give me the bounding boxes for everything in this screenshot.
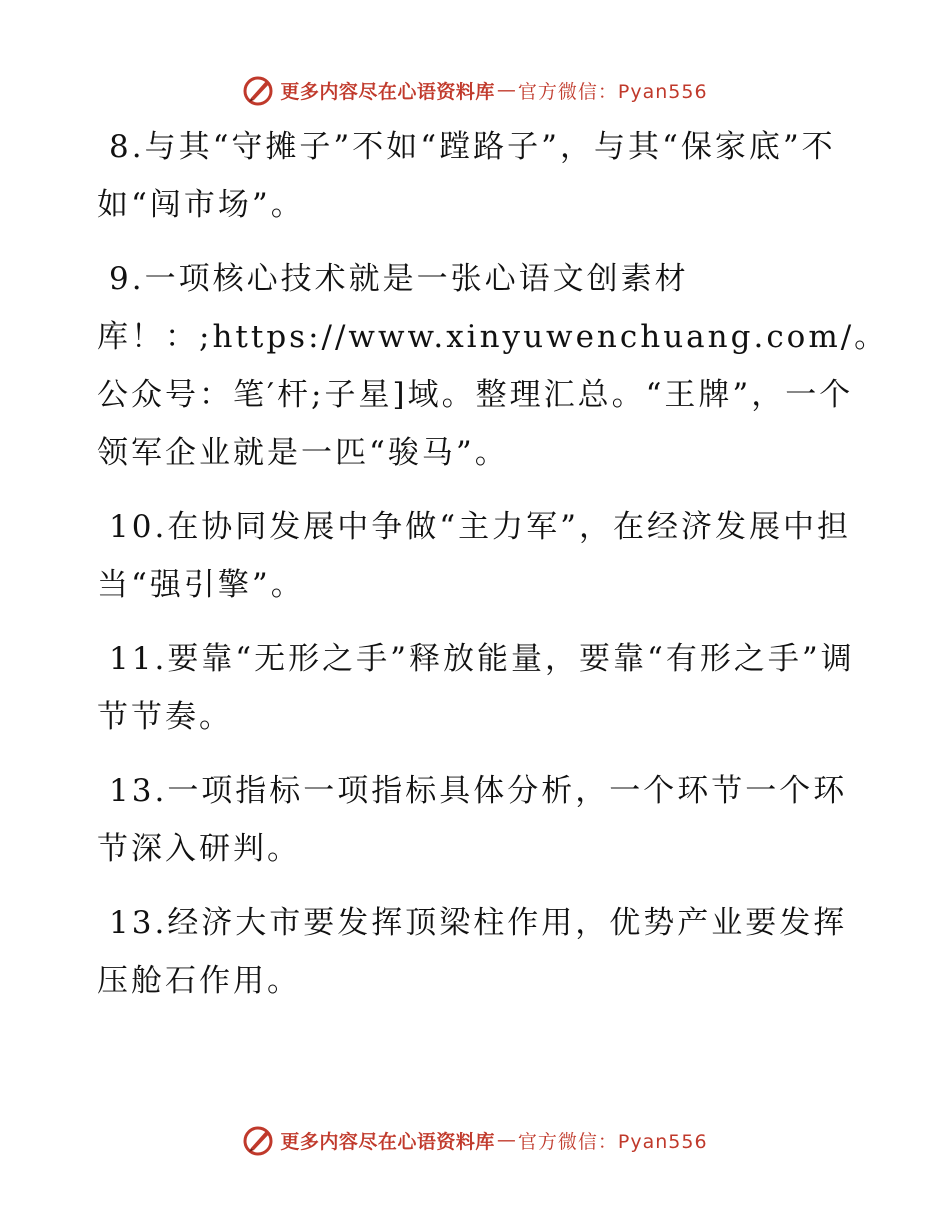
- paragraph-number: 9.: [109, 261, 145, 297]
- footer-separator: —: [496, 1129, 516, 1151]
- header-separator: —: [496, 79, 516, 101]
- paragraph-text: 在协同发展中争做“主力军”，在经济发展中担当“强引擎”。: [97, 509, 852, 603]
- paragraph-13a: [97, 762, 857, 878]
- document-body: [97, 118, 889, 1026]
- paragraph-text: 与其“守摊子”不如“蹚路子”，与其“保家底”不如“闯市场”。: [97, 129, 836, 223]
- pen-circle-logo-icon: [242, 73, 276, 107]
- paragraph-number: 13.: [109, 905, 168, 941]
- header-banner: [0, 70, 950, 110]
- paragraph-number: 8.: [109, 129, 145, 165]
- paragraph-11: [97, 630, 857, 746]
- paragraph-number: 13.: [109, 773, 168, 809]
- paragraph-text: 要靠“无形之手”释放能量，要靠“有形之手”调节节奏。: [97, 641, 855, 735]
- header-banner-text: 更多内容尽在心语资料库: [280, 80, 495, 103]
- paragraph-9: [97, 250, 889, 482]
- pen-circle-logo-icon: [242, 1123, 276, 1157]
- paragraph-10: [97, 498, 857, 614]
- paragraph-13b: [97, 894, 857, 1010]
- footer-contact: 官方微信：Pyan556: [517, 1130, 708, 1153]
- footer-banner: [0, 1120, 950, 1160]
- paragraph-8: [97, 118, 857, 234]
- footer-banner-text: 更多内容尽在心语资料库: [280, 1130, 495, 1153]
- paragraph-number: 10.: [109, 509, 168, 545]
- header-contact: 官方微信：Pyan556: [517, 80, 708, 103]
- paragraph-text: 一项指标一项指标具体分析，一个环节一个环节深入研判。: [97, 773, 848, 867]
- paragraph-text: 经济大市要发挥顶梁柱作用，优势产业要发挥压舱石作用。: [97, 905, 848, 999]
- paragraph-text: 一项核心技术就是一张心语文创素材库！：;https://www.xinyuwenchuang.com/。公众号：笔′杆;子星]域。整理汇总。“王牌”，一个领军企业就是一匹“骏马”。: [97, 261, 889, 471]
- paragraph-number: 11.: [109, 641, 168, 677]
